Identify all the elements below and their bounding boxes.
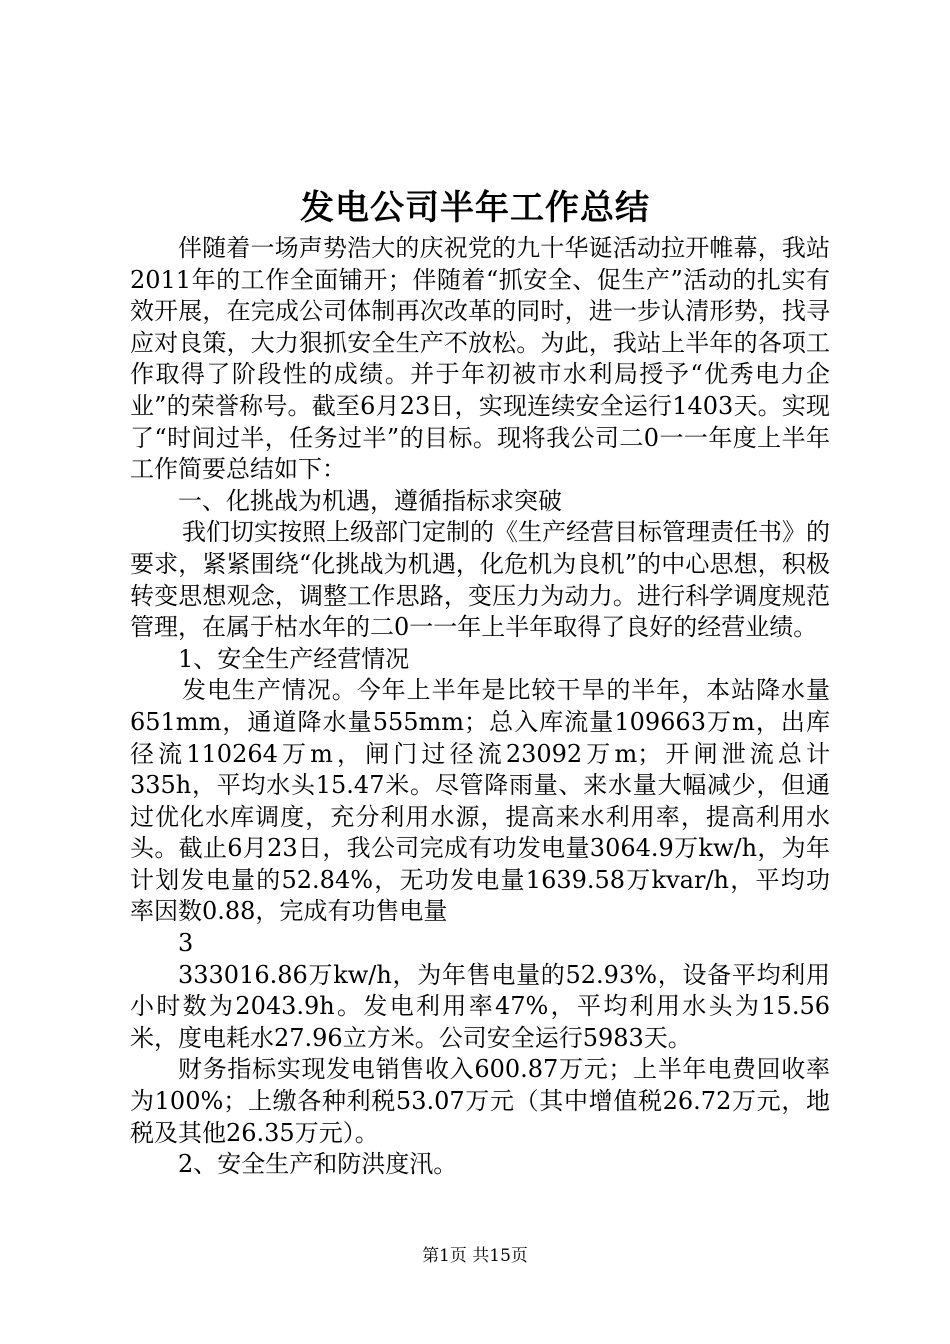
paragraph-sales: 333016.86万kw/h，为年售电量的52.93%，设备平均利用小时数为2043.9h。发电利用率47%，平均利用水头为15.56米，度电耗水27.96立方米。公司安全运行5983天。	[130, 960, 830, 1052]
subsection-heading-1: 1、安全生产经营情况	[178, 644, 410, 673]
paragraph-intro: 伴随着一场声势浩大的庆祝党的九十华诞活动拉开帷幕，我站2011年的工作全面铺开；伴随着“抓安全、促生产”活动的扎实有效开展，在完成公司体制再次改革的同时，进一步认清形势，找寻应对良策，大力狠抓安全生产不放松。为此，我站上半年的各项工作取得了阶段性的成绩。并于年初被市水利局授予“优秀电力企业”的荣誉称号。截至6月23日，实现连续安全运行1403天。实现了“时间过半，任务过半”的目标。现将我公司二0一一年度上半年工作简要总结如下：	[130, 234, 830, 484]
section-heading-1: 一、化挑战为机遇，遵循指标求突破	[178, 486, 562, 515]
subsection-heading-2: 2、安全生产和防洪度汛。	[178, 1150, 458, 1179]
paragraph-power-generation: 发电生产情况。今年上半年是比较干旱的半年，本站降水量651mm，通道降水量555mm；总入库流量109663万m，出库径流110264万m，闸门过径流23092万m；开闸泄流总计335h，平均水头15.47米。尽管降雨量、来水量大幅减少，但通过优化水库调度，充分利用水源，提高来水利用率，提高利用水头。截止6月23日，我公司完成有功发电量3064.9万kw/h，为年计划发电量的52.84%，无功发电量1639.58万kvar/h，平均功率因数0.88，完成有功售电量	[130, 676, 830, 926]
stray-number: 3	[178, 929, 194, 958]
paragraph-section-1: 我们切实按照上级部门定制的《生产经营目标管理责任书》的要求，紧紧围绕“化挑战为机遇，化危机为良机”的中心思想，积极转变思想观念，调整工作思路，变压力为动力。进行科学调度规范管理，在属于枯水年的二0一一年上半年取得了良好的经营业绩。	[130, 518, 830, 642]
paragraph-finance: 财务指标实现发电销售收入600.87万元；上半年电费回收率为100%；上缴各种利税53.07万元（其中增值税26.72万元，地税及其他26.35万元）。	[130, 1055, 830, 1147]
document-title: 发电公司半年工作总结	[300, 188, 650, 228]
page-footer: 第1页 共15页	[422, 1246, 528, 1266]
document-body	[130, 233, 830, 1181]
